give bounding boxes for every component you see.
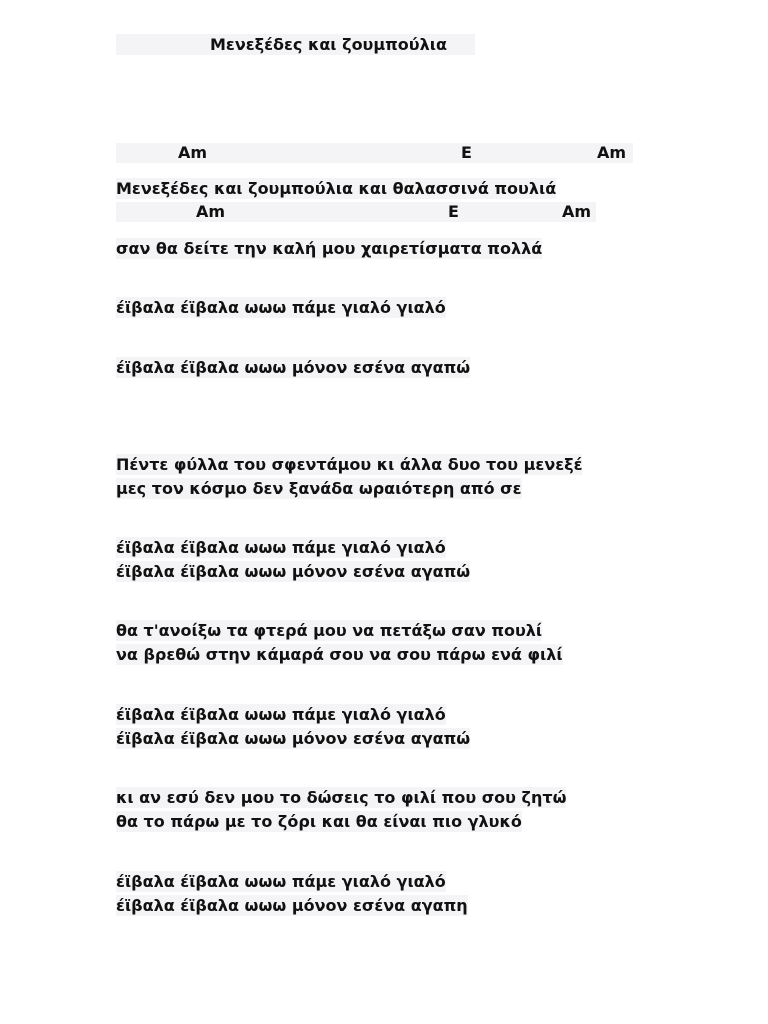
song-title: Μενεξέδες και ζουμπούλια [116, 34, 475, 55]
lyric-line: έϊβαλα έϊβαλα ωωω μόνον εσένα αγαπη [116, 896, 468, 915]
chord-label: Am [562, 202, 592, 221]
lyric-line: σαν θα δείτε την καλή μου χαιρετίσματα πολλά [116, 239, 543, 258]
chord-label: Am [178, 143, 208, 162]
lyric-line: κι αν εσύ δεν μου το δώσεις το φιλί που σου ζητώ [116, 788, 567, 807]
lyric-line: να βρεθώ στην κάμαρά σου να σου πάρω ενά φιλί [116, 645, 563, 664]
lyric-line: θα τ'ανοίξω τα φτερά μου να πετάξω σαν πουλί [116, 621, 543, 640]
lyric-line: έϊβαλα έϊβαλα ωωω πάμε γιαλό γιαλό [116, 705, 446, 724]
chord-label: Am [597, 143, 627, 162]
lyric-line: έϊβαλα έϊβαλα ωωω πάμε γιαλό γιαλό [116, 298, 446, 317]
lyric-line: έϊβαλα έϊβαλα ωωω μόνον εσένα αγαπώ [116, 562, 471, 581]
lyric-line: έϊβαλα έϊβαλα ωωω μόνον εσένα αγαπώ [116, 729, 471, 748]
lyric-line: έϊβαλα έϊβαλα ωωω μόνον εσένα αγαπώ [116, 358, 471, 377]
chord-label: Am [196, 202, 226, 221]
chord-label: E [461, 143, 472, 162]
lyric-line: έϊβαλα έϊβαλα ωωω πάμε γιαλό γιαλό [116, 538, 446, 557]
lyric-line: θα το πάρω με το ζόρι και θα είναι πιο γλυκό [116, 812, 522, 831]
chord-row [116, 143, 633, 163]
lyric-line: έϊβαλα έϊβαλα ωωω πάμε γιαλό γιαλό [116, 872, 446, 891]
lyric-line: Πέντε φύλλα του σφεντάμου κι άλλα δυο του μενεξέ [116, 455, 583, 474]
chord-label: E [448, 202, 459, 221]
lyric-line: Μενεξέδες και ζουμπούλια και θαλασσινά πουλιά [116, 179, 557, 198]
chord-row [116, 202, 596, 222]
lyric-line: μες τον κόσμο δεν ξανάδα ωραιότερη από σε [116, 479, 522, 498]
